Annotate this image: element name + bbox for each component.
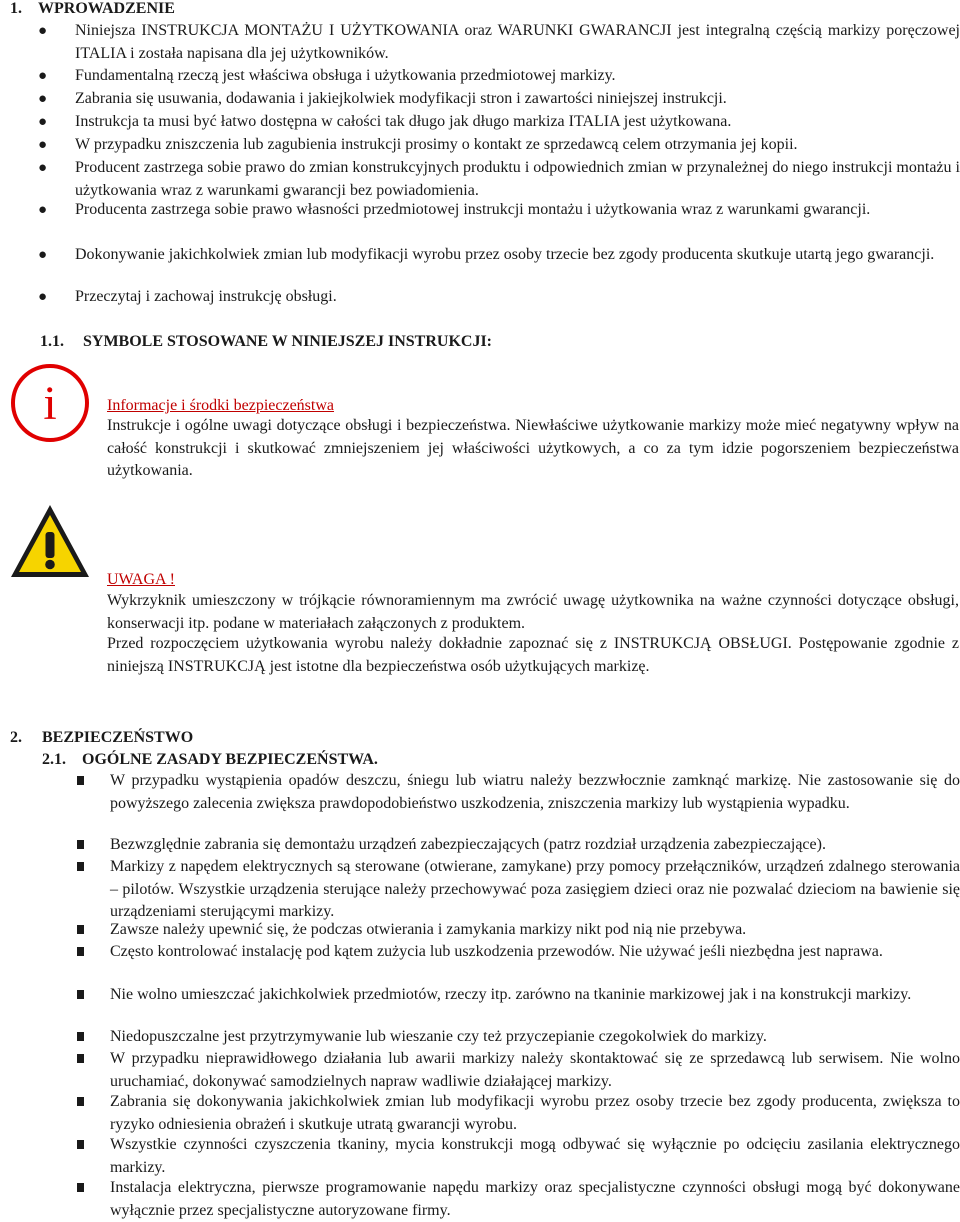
section-1-1-title: SYMBOLE STOSOWANE W NINIEJSZEJ INSTRUKCJI: (83, 333, 493, 350)
list-item (38, 88, 960, 111)
square-bullet-icon (77, 1097, 84, 1106)
section-2-title: BEZPIECZEŃSTWO (42, 729, 194, 746)
warning-text-1: Wykrzyknik umieszczony w trójkącie równoramiennym ma zwrócić uwagę użytkownika na ważne czynności dotyczące obsługi, konserwacji itp. podane w materiałach załączonych z produktem. (107, 592, 959, 632)
list-item (38, 20, 960, 65)
list-item-text: Fundamentalną rzeczą jest właściwa obsługa i użytkowania przedmiotowej markizy. (75, 67, 616, 84)
section-1-1-number: 1.1. (40, 333, 64, 350)
square-bullet-icon (77, 1054, 84, 1063)
list-item-text: Przeczytaj i zachowaj instrukcję obsługi. (75, 288, 337, 305)
list-item (38, 286, 960, 309)
list-item (38, 244, 960, 267)
bullet-icon: ● (38, 289, 48, 305)
section-1-title: WPROWADZENIE (38, 0, 175, 17)
list-item-text: Producent zastrzega sobie prawo do zmian konstrukcyjnych produktu i odpowiednich zmian w przynależnej do niego instrukcji montażu i użytkowania wraz z warunkami gwarancji bez powiadomienia. (75, 159, 960, 199)
list-item (110, 1134, 960, 1179)
bullet-icon: ● (38, 114, 48, 130)
list-item (110, 856, 960, 924)
section-2-1-title: OGÓLNE ZASADY BEZPIECZEŃSTWA. (82, 751, 378, 768)
bullet-icon: ● (38, 137, 48, 153)
list-item-text: Bezwzględnie zabrania się demontażu urządzeń zabezpieczających (patrz rozdział urządzenia zabezpieczające). (110, 836, 826, 853)
list-item-text: W przypadku nieprawidłowego działania lub awarii markizy należy skontaktować się ze sprzedawcą lub serwisem. Nie wolno uruchamiać, dokonywać samodzielnych napraw wadliwie działającej markizy. (110, 1050, 960, 1090)
list-item (110, 1026, 960, 1049)
list-item (110, 919, 960, 942)
square-bullet-icon (77, 990, 84, 999)
square-bullet-icon (77, 925, 84, 934)
bullet-icon: ● (38, 247, 48, 263)
square-bullet-icon (77, 776, 84, 785)
square-bullet-icon (77, 1183, 84, 1192)
square-bullet-icon (77, 1032, 84, 1041)
square-bullet-icon (77, 862, 84, 871)
section-1-number: 1. (10, 0, 22, 17)
list-item-text: Niedopuszczalne jest przytrzymywanie lub wieszanie czy też przyczepianie czegokolwiek do markizy. (110, 1028, 767, 1045)
bullet-icon: ● (38, 91, 48, 107)
svg-text:i: i (43, 377, 57, 430)
list-item-text: Wszystkie czynności czyszczenia tkaniny, mycia konstrukcji mogą odbywać się wyłącznie po odcięciu zasilania elektrycznego markizy. (110, 1136, 960, 1176)
section-2-1-number: 2.1. (42, 751, 66, 768)
bullet-icon: ● (38, 68, 48, 84)
square-bullet-icon (77, 947, 84, 956)
list-item-text: Markizy z napędem elektrycznych są sterowane (otwierane, zamykane) przy pomocy przełączników, urządzeń zdalnego sterowania – pilotów. Wszystkie urządzenia sterujące należy przechowywać poza zasięgiem dzieci oraz nie pozwalać dzieciom na bawienie się urządzeniami sterującymi markizy. (110, 858, 960, 920)
info-icon (10, 363, 90, 443)
list-item-text: Zabrania się dokonywania jakichkolwiek zmian lub modyfikacji wyrobu przez osoby trzecie bez zgody producenta, zwiększa to ryzyko odniesienia obrażeń i skutkuje utratą gwarancji wyrobu. (110, 1093, 960, 1133)
list-item (110, 834, 960, 857)
list-item-text: Instalacja elektryczna, pierwsze programowanie napędu markizy oraz specjalistyczne czynności obsługi mogą być dokonywane wyłącznie przez specjalistyczne autoryzowane firmy. (110, 1179, 960, 1219)
list-item-text: W przypadku zniszczenia lub zagubienia instrukcji prosimy o kontakt ze sprzedawcą celem otrzymania jej kopii. (75, 136, 798, 153)
list-item-text: Zabrania się usuwania, dodawania i jakiejkolwiek modyfikacji stron i zawartości niniejszej instrukcji. (75, 90, 727, 107)
list-item-text: Producenta zastrzega sobie prawo własności przedmiotowej instrukcji montażu i użytkowania wraz z warunkami gwarancji. (75, 201, 871, 218)
list-item-text: Nie wolno umieszczać jakichkolwiek przedmiotów, rzeczy itp. zarówno na tkaninie markizowej jak i na konstrukcji markizy. (110, 986, 912, 1003)
list-item-text: Niniejsza INSTRUKCJA MONTAŻU I UŻYTKOWANIA oraz WARUNKI GWARANCJI jest integralną częścią markizy poręczowej ITALIA i została napisana dla jej użytkowników. (75, 22, 960, 62)
list-item-text: Często kontrolować instalację pod kątem zużycia lub uszkodzenia przewodów. Nie używać jeśli niezbędna jest naprawa. (110, 943, 883, 960)
warning-heading: UWAGA ! (107, 571, 175, 588)
list-item (110, 941, 960, 964)
list-item (38, 157, 960, 202)
info-heading: Informacje i środki bezpieczeństwa (107, 397, 335, 414)
list-item-text: Zawsze należy upewnić się, że podczas otwierania i zamykania markizy nikt pod nią nie przebywa. (110, 921, 747, 938)
square-bullet-icon (77, 840, 84, 849)
list-item (38, 199, 960, 222)
bullet-icon: ● (38, 160, 48, 176)
list-item-text: Instrukcja ta musi być łatwo dostępna w całości tak długo jak długo markiza ITALIA jest użytkowana. (75, 113, 732, 130)
warning-text-2: Przed rozpoczęciem użytkowania wyrobu należy dokładnie zapoznać się z INSTRUKCJĄ OBSŁUGI. Postępowanie zgodnie z niniejszą INSTRUKCJĄ jest istotne dla bezpieczeństwa osób użytkujących markizę. (107, 635, 959, 675)
list-item-text: Dokonywanie jakichkolwiek zmian lub modyfikacji wyrobu przez osoby trzecie bez zgody producenta skutkuje utartą jego gwarancji. (75, 246, 935, 263)
list-item (38, 111, 960, 134)
list-item (110, 770, 960, 815)
list-item-text: W przypadku wystąpienia opadów deszczu, śniegu lub wiatru należy bezzwłocznie zamknąć markizę. Nie zastosowanie się do powyższego zalecenia zwiększa prawdopodobieństwo uszkodzenia, zniszczenia markizy lub wystąpienia wypadku. (110, 772, 960, 812)
list-item (110, 1177, 960, 1222)
list-item (38, 134, 960, 157)
info-text: Instrukcje i ogólne uwagi dotyczące obsługi i bezpieczeństwa. Niewłaściwe użytkowanie markizy może mieć negatywny wpływ na całość konstrukcji i skutkować zmniejszeniem jej właściwości użytkowych, a co za tym idzie pogorszeniem bezpieczeństwa użytkowania. (107, 417, 959, 479)
list-item (38, 65, 960, 88)
list-item (110, 1048, 960, 1093)
section-2-number: 2. (10, 729, 22, 746)
square-bullet-icon (77, 1140, 84, 1149)
list-item (110, 1091, 960, 1136)
list-item (110, 984, 960, 1007)
bullet-icon: ● (38, 23, 48, 39)
bullet-icon: ● (38, 202, 48, 218)
warning-triangle-icon (8, 502, 92, 580)
